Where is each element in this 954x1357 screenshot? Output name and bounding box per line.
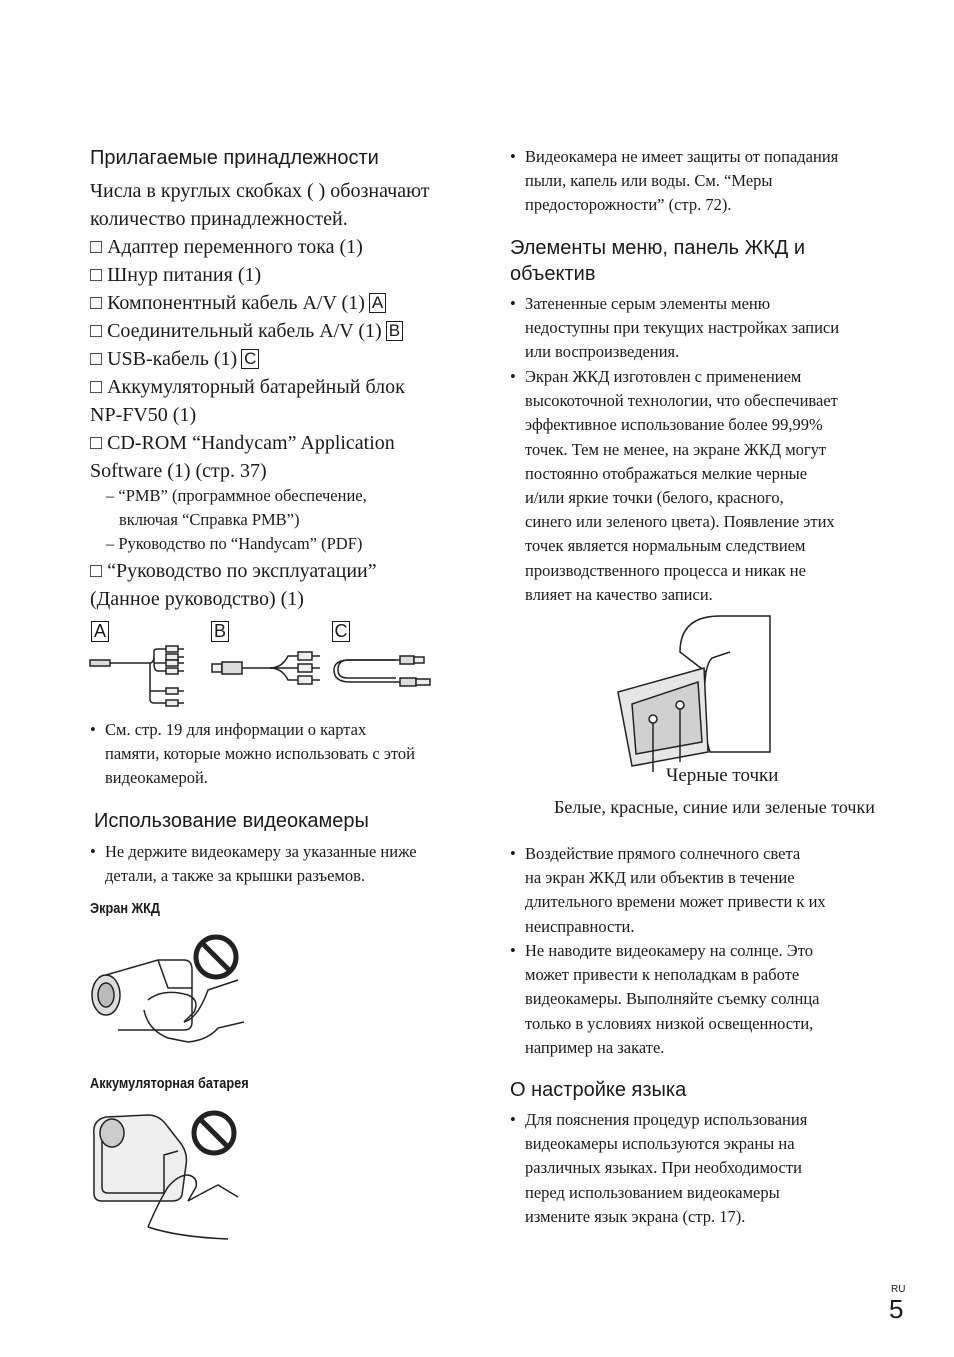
accessory-item: □ Адаптер переменного тока (1) [90,236,363,258]
label-black-dots: Черные точки [666,765,779,786]
lcd-screen-illustration [610,612,780,772]
cdrom-sub-list [106,484,367,556]
tag-b: B [386,321,403,341]
manual-item: □ “Руководство по эксплуатации” (Данное руководство) (1) [90,560,377,610]
accessory-item: □ Шнур питания (1) [90,264,262,286]
menu-bullet-3: • Воздействие прямого солнечного света на экран ЖКД или объектив в течение длительного времени может привести к их неисправности. [510,842,826,939]
language-bullet: • Для пояснения процедур использования видеокамеры используются экраны на различных языках. При необходимости перед использованием видеокамеры измените язык экрана (стр. 17). [510,1108,807,1229]
intro-line: Числа в круглых скобках ( ) обозначают [90,180,430,202]
sub-item: – Руководство по “Handycam” (PDF) [106,534,363,553]
tag-c: C [241,349,259,369]
figure-label-b: B [211,621,229,642]
sub-item: – “PMB” (программное обеспечение, [106,486,367,505]
caption-battery: Аккумуляторная батарея [90,1075,249,1092]
usage-note: • Не держите видеокамеру за указанные ниже детали, а также за крышки разъемов. [90,840,417,888]
do-not-hold-battery-illustration [88,1105,248,1245]
battery-item: □ Аккумуляторный батарейный блок [90,376,405,398]
sub-item-cont: включая “Справка PMB”) [119,510,300,529]
cdrom-item-cont: Software (1) (стр. 37) [90,460,267,482]
do-not-hold-lcd-illustration [88,930,248,1060]
intro-line: количество принадлежностей. [90,208,348,230]
menu-bullet-4: • Не наводите видеокамеру на солнце. Это может привести к неполадкам в работе видеокамеры. Выполняйте съемку солнца только в условиях низкой освещенности, например на закате. [510,939,819,1060]
av-cable-icon [210,650,325,690]
menu-heading: Элементы меню, панель ЖКД и объектив [510,237,806,285]
component-cable-icon [88,645,198,715]
menu-bullet-2: • Экран ЖКД изготовлен с применением высокоточной технологии, что обеспечивает эффективное использование более 99,99% точек. Тем не менее, на экране ЖКД могут постоянно отображаться мелкие черные и/или яркие точки (белого, красного, синего или зеленого цвета). Появление этих точек является нормальным следствием производственного процесса и никак не влияет на качество записи. [510,365,838,607]
language-code: RU [891,1284,906,1295]
menu-bullet-1: • Затененные серым элементы меню недоступны при текущих настройках записи или воспроизведения. [510,292,839,365]
label-color-dots: Белые, красные, синие или зеленые точки [554,797,875,817]
accessories-heading: Прилагаемые принадлежности [90,147,379,169]
accessory-item: □ USB-кабель (1) C [90,345,430,373]
cdrom-item: □ CD-ROM “Handycam” Application [90,432,395,454]
usb-cable-icon [330,650,435,690]
accessory-item: □ Компонентный кабель A/V (1) A [90,289,430,317]
accessory-item: □ Соединительный кабель A/V (1) B [90,317,430,345]
figure-label-c: C [332,621,350,642]
caption-lcd: Экран ЖКД [90,900,160,917]
usage-heading: Использование видеокамеры [94,810,369,832]
battery-item-model: NP-FV50 (1) [90,404,197,426]
memory-note: • См. стр. 19 для информации о картах памяти, которые можно использовать с этой видеокамерой. [90,718,415,791]
tag-a: A [369,293,386,313]
figure-label-a: A [91,621,109,642]
page-number: 5 [889,1294,904,1324]
accessories-intro [90,177,430,485]
language-heading: О настройке языка [510,1079,687,1101]
dust-note: • Видеокамера не имеет защиты от попадания пыли, капель или воды. См. “Меры предосторожности” (стр. 72). [510,145,838,218]
